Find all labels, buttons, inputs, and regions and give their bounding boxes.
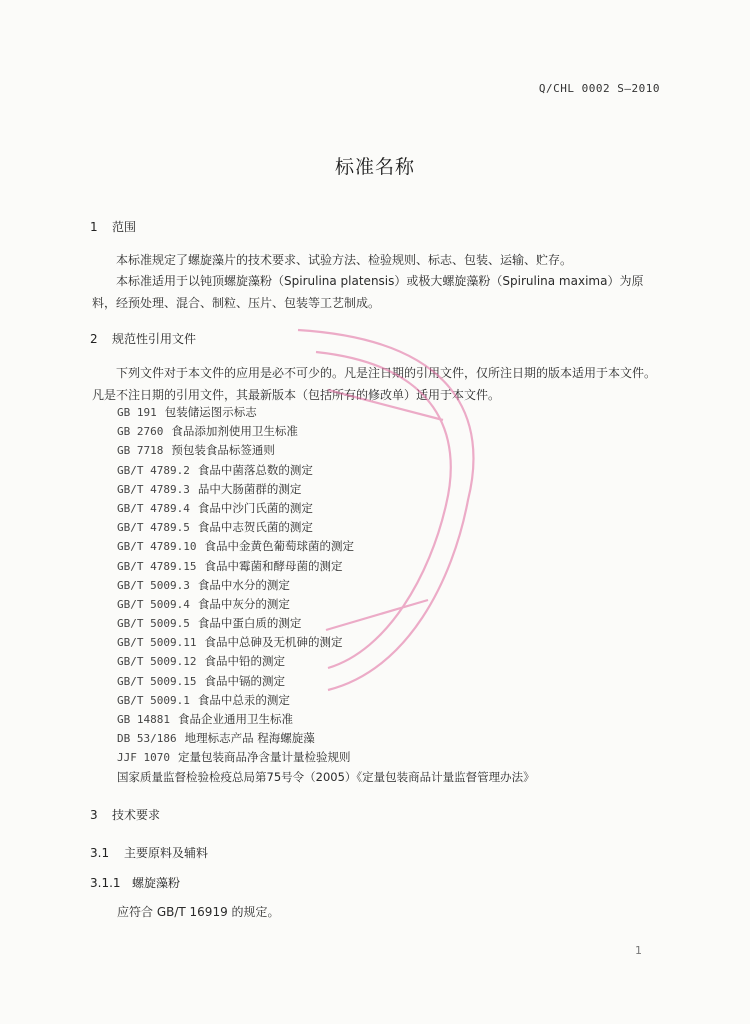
subsection-number: 3.1.1 xyxy=(90,876,121,890)
section-title: 技术要求 xyxy=(112,808,161,822)
reference-item: GB/T 5009.3 食品中水分的测定 xyxy=(117,577,290,592)
subsection-title: 主要原料及辅料 xyxy=(124,846,209,860)
scope-paragraph-2: 本标准适用于以钝顶螺旋藻粉（Spirulina platensis）或极大螺旋藻粉（Spirulina maxima）为原料，经预处理、混合、制粒、压片、包装等工艺制成。 xyxy=(92,274,644,310)
reference-item: GB 191 包装储运图示标志 xyxy=(117,405,257,419)
reference-item: GB/T 4789.3 品中大肠菌群的测定 xyxy=(117,481,302,496)
page-title: 标准名称 xyxy=(334,156,415,178)
reference-item: GB/T 4789.5 食品中志贺氏菌的测定 xyxy=(117,520,313,535)
section-2-heading xyxy=(90,330,196,347)
reference-item: GB/T 5009.5 食品中蛋白质的测定 xyxy=(117,616,302,631)
reference-item: GB 14881 食品企业通用卫生标准 xyxy=(117,712,293,726)
subsection-3-1-1-heading xyxy=(90,874,180,891)
scope-paragraph-1: 本标准规定了螺旋藻片的技术要求、试验方法、检验规则、标志、包装、运输、贮存。 xyxy=(116,253,573,267)
section-title: 规范性引用文件 xyxy=(112,332,197,346)
subsection-title: 螺旋藻粉 xyxy=(132,876,181,890)
page-number: 1 xyxy=(635,944,642,957)
reference-item: GB/T 5009.12 食品中铅的测定 xyxy=(117,654,285,669)
section-number: 2 xyxy=(90,332,98,346)
subsection-3-1-1-text: 应符合 GB/T 16919 的规定。 xyxy=(117,905,280,919)
reference-item: GB/T 4789.2 食品中菌落总数的测定 xyxy=(117,462,313,477)
section-3-heading xyxy=(90,806,160,823)
document-code: Q/CHL 0002 S—2010 xyxy=(538,82,660,95)
section-title: 范围 xyxy=(112,220,137,234)
approval-stamp xyxy=(268,300,498,700)
reference-item: GB/T 5009.4 食品中灰分的测定 xyxy=(117,596,290,611)
reference-item: 国家质量监督检验检疫总局第75号令（2005）《定量包装商品计量监督管理办法》 xyxy=(117,769,535,784)
reference-item: GB/T 5009.11 食品中总砷及无机砷的测定 xyxy=(117,635,343,650)
section-number: 1 xyxy=(90,220,98,234)
references-intro: 下列文件对于本文件的应用是必不可少的。凡是注日期的引用文件，仅所注日期的版本适用于本文件。凡是不注日期的引用文件，其最新版本（包括所有的修改单）适用于本文件。 xyxy=(92,366,657,402)
subsection-number: 3.1 xyxy=(90,846,110,860)
reference-item: GB/T 4789.15 食品中霉菌和酵母菌的测定 xyxy=(117,558,343,573)
section-number: 3 xyxy=(90,808,98,822)
reference-item: GB 7718 预包装食品标签通则 xyxy=(117,443,275,458)
reference-item: GB/T 5009.15 食品中镉的测定 xyxy=(117,673,285,688)
subsection-3-1-heading xyxy=(90,844,208,861)
reference-item: GB 2760 食品添加剂使用卫生标准 xyxy=(117,424,298,439)
reference-item: DB 53/186 地理标志产品 程海螺旋藻 xyxy=(117,731,315,746)
reference-item: GB/T 5009.1 食品中总汞的测定 xyxy=(117,692,290,707)
section-1-heading xyxy=(90,218,136,235)
reference-item: GB/T 4789.4 食品中沙门氏菌的测定 xyxy=(117,500,313,515)
reference-item: GB/T 4789.10 食品中金黄色葡萄球菌的测定 xyxy=(117,539,354,554)
reference-item: JJF 1070 定量包装商品净含量计量检验规则 xyxy=(117,750,351,765)
